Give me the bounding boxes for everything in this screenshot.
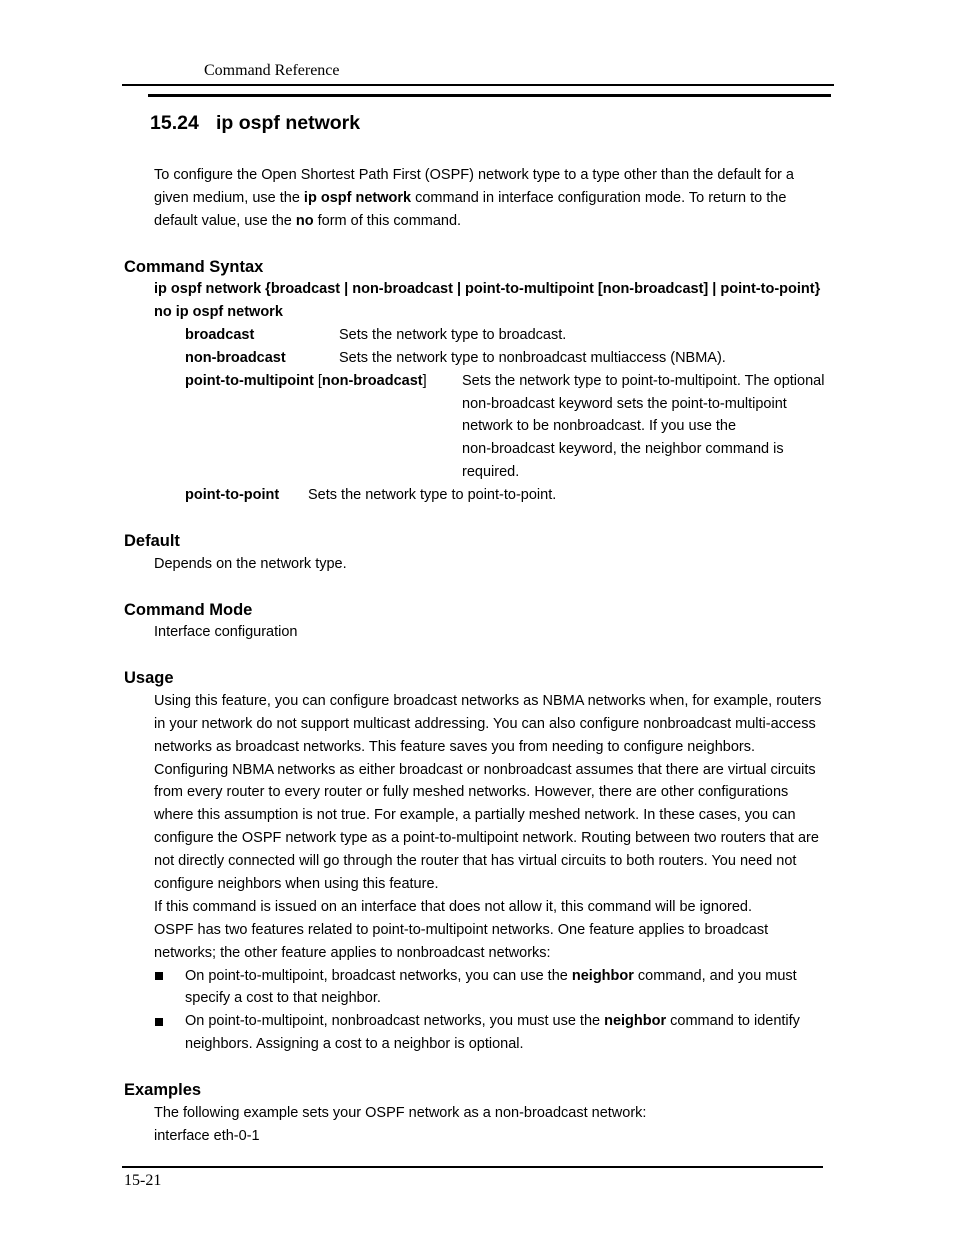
param-p2mp-desc-5: required. xyxy=(462,464,520,480)
examples-heading: Examples xyxy=(124,1081,202,1099)
usage-line: Configuring NBMA networks as either broadcast or nonbroadcast assumes that there are virtual circuits xyxy=(154,762,816,778)
param-keyword: non-broadcast xyxy=(321,373,423,389)
running-header: Command Reference xyxy=(204,62,340,79)
section-number: 15.24 xyxy=(150,112,199,134)
bullet-2-line-2: neighbors. Assigning a cost to a neighbor is optional. xyxy=(185,1036,524,1052)
param-nonbroadcast-name: non-broadcast xyxy=(185,350,286,366)
usage-line: where this assumption is not true. For example, a partially meshed network. In these cases, you can xyxy=(154,807,796,823)
text-span: default value, use the xyxy=(154,213,296,229)
command-syntax-heading: Command Syntax xyxy=(124,258,264,276)
param-p2mp-desc-1: Sets the network type to point-to-multipoint. The optional xyxy=(462,373,825,389)
section-heading xyxy=(150,112,360,135)
usage-line: Using this feature, you can configure broadcast networks as NBMA networks when, for example, routers xyxy=(154,693,822,709)
usage-heading: Usage xyxy=(124,669,174,687)
param-p2mp-desc-3: network to be nonbroadcast. If you use the xyxy=(462,418,737,434)
examples-text: The following example sets your OSPF network as a non-broadcast network: xyxy=(154,1105,647,1121)
command-keyword: neighbor xyxy=(571,968,634,984)
command-keyword: ip ospf network xyxy=(303,190,412,206)
command-mode-heading: Command Mode xyxy=(124,601,253,619)
syntax-no-command: no ip ospf network xyxy=(154,304,283,320)
param-broadcast-name: broadcast xyxy=(185,327,255,343)
param-p2mp-name xyxy=(185,370,427,393)
bullet-square-icon xyxy=(155,972,163,980)
usage-line: in your network do not support multicast addressing. You can also configure nonbroadcast multi-access xyxy=(154,716,816,732)
command-mode-text: Interface configuration xyxy=(154,624,298,640)
text-span: ] xyxy=(422,373,427,389)
text-span: form of this command. xyxy=(313,213,462,229)
usage-line: configure neighbors when using this feature. xyxy=(154,876,439,892)
bullet-2-line-1 xyxy=(185,1010,800,1033)
usage-line: If this command is issued on an interface that does not allow it, this command will be ignored. xyxy=(154,899,753,915)
param-p2p-name: point-to-point xyxy=(185,487,280,503)
param-keyword: point-to-multipoint xyxy=(185,373,314,389)
param-broadcast-desc: Sets the network type to broadcast. xyxy=(339,327,567,343)
command-keyword: no xyxy=(295,213,314,229)
section-title: ip ospf network xyxy=(216,112,361,134)
bullet-1-line-2: specify a cost to that neighbor. xyxy=(185,990,381,1006)
text-span: command to identify xyxy=(666,1013,800,1029)
bullet-1-line-1 xyxy=(185,965,797,988)
footer-rule xyxy=(122,1166,823,1168)
text-span: command, and you must xyxy=(633,968,797,984)
text-span: On point-to-multipoint, nonbroadcast networks, you must use the xyxy=(185,1013,605,1029)
usage-line: configure the OSPF network type as a point-to-multipoint network. Routing between two routers that are xyxy=(154,830,819,846)
intro-line-2 xyxy=(154,187,786,210)
text-span: On point-to-multipoint, broadcast networks, you can use the xyxy=(185,968,572,984)
param-nonbroadcast-desc: Sets the network type to nonbroadcast multiaccess (NBMA). xyxy=(339,350,726,366)
command-keyword: neighbor xyxy=(604,1013,667,1029)
syntax-command: ip ospf network {broadcast | non-broadcast | point-to-multipoint [non-broadcast] | point-to-point} xyxy=(154,281,821,297)
text-span: command in interface configuration mode. To return to the xyxy=(411,190,787,206)
intro-line-1: To configure the Open Shortest Path First (OSPF) network type to a type other than the default for a xyxy=(154,167,794,183)
default-text: Depends on the network type. xyxy=(154,556,347,572)
param-p2mp-desc-4: non-broadcast keyword, the neighbor command is xyxy=(462,441,784,457)
usage-line: OSPF has two features related to point-to-multipoint networks. One feature applies to broadcast xyxy=(154,922,769,938)
param-p2mp-desc-2: non-broadcast keyword sets the point-to-multipoint xyxy=(462,396,787,412)
header-rule xyxy=(122,84,834,86)
page-number: 15-21 xyxy=(124,1172,162,1189)
usage-line: networks as broadcast networks. This feature saves you from needing to configure neighbors. xyxy=(154,739,755,755)
usage-line: networks; the other feature applies to nonbroadcast networks: xyxy=(154,945,551,961)
bullet-square-icon xyxy=(155,1018,163,1026)
usage-line: not directly connected will go through the router that has virtual circuits to both routers. You need not xyxy=(154,853,797,869)
text-span: given medium, use the xyxy=(154,190,304,206)
default-heading: Default xyxy=(124,532,180,550)
header-rule-thick xyxy=(148,94,831,97)
intro-line-3 xyxy=(154,210,461,233)
text-span: [ xyxy=(313,373,322,389)
param-p2p-desc: Sets the network type to point-to-point. xyxy=(308,487,557,503)
usage-line: from every router to every router or fully meshed networks. However, there are other configurations xyxy=(154,784,789,800)
example-code-line: interface eth-0-1 xyxy=(154,1128,260,1144)
